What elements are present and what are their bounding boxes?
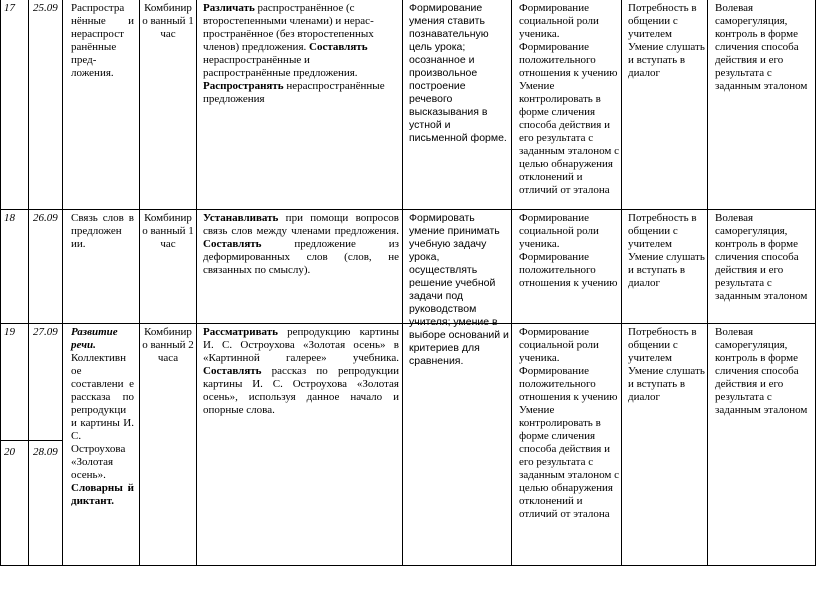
planned-result: Волевая саморегуляция, контроль в форме сличения способа действия и его результата с заданным эталоном bbox=[715, 326, 808, 416]
lesson-date: 28.09 bbox=[33, 446, 58, 458]
regulative-uud: Формирование умения ставить познавательную цель урока; осознанное и произвольное построение речевого высказывания в устной и письменной форме. bbox=[409, 2, 507, 144]
lesson-date: 27.09 bbox=[33, 326, 58, 338]
lesson-topic: Распростра нённые и нераспрост ранённые пред-ложения. bbox=[71, 2, 134, 79]
lesson-number: 18 bbox=[4, 212, 15, 224]
lesson-content: Устанавливать при помощи вопросов связь слов между членами предложения. Составлять предложение из деформированных слов (слов, не связанных по смыслу). bbox=[203, 212, 399, 276]
col-divider bbox=[139, 0, 140, 566]
row-divider bbox=[0, 209, 816, 210]
lesson-topic: Развитие речи. Коллективн ое составлени е рассказа по репродукци и картины И. С. Остроухова «Золотая осень». Словарны й диктант. bbox=[71, 326, 134, 507]
lesson-content: Различать распространённое (с второстепенными членами) и нерас-пространённое (без второстепенных членов) предложения. Составлять нераспространённые и распространённые предложения. Распространять нераспространённые предложения bbox=[203, 2, 385, 105]
communicative-uud: Потребность в общении с учителем Умение слушать и вступать в диалог bbox=[628, 326, 705, 403]
communicative-uud: Потребность в общении с учителем Умение слушать и вступать в диалог bbox=[628, 212, 705, 289]
lesson-date: 26.09 bbox=[33, 212, 58, 224]
lesson-content: Рассматривать репродукцию картины И. С. Остроухова «Золотая осень» в «Картинной галерее» учебника. Составлять рассказ по репродукции картины И. С. Остроухова «Золотая осень», используя данное начало и опорные слова. bbox=[203, 326, 399, 416]
col-divider bbox=[707, 0, 708, 566]
lesson-topic: Связь слов в предложен ии. bbox=[71, 212, 134, 250]
col-divider bbox=[62, 0, 63, 566]
lesson-date: 25.09 bbox=[33, 2, 58, 14]
col-divider bbox=[621, 0, 622, 566]
lesson-type: Комбинир о ванный 1 час bbox=[142, 212, 194, 250]
regulative-uud: Формировать умение принимать учебную задачу урока, осуществлять решение учебной задачи под руководством учителя; умение в выборе оснований и критериев для сравнения. bbox=[409, 212, 509, 367]
planned-result: Волевая саморегуляция, контроль в форме сличения способа действия и его результата с заданным эталоном bbox=[715, 212, 808, 302]
lesson-number: 17 bbox=[4, 2, 15, 14]
personal-uud: Формирование социальной роли ученика. Формирование положительного отношения к учению Умение контролировать в форме сличения способа действия и его результата с заданным эталоном с целью обнаружения отклонений и отличий от эталона bbox=[519, 326, 619, 520]
personal-uud: Формирование социальной роли ученика. Формирование положительного отношения к учению bbox=[519, 212, 618, 289]
col-divider bbox=[511, 0, 512, 566]
table-border-left bbox=[0, 0, 1, 566]
lesson-number: 20 bbox=[4, 446, 15, 458]
col-divider bbox=[196, 0, 197, 566]
col-divider bbox=[28, 0, 29, 566]
planned-result: Волевая саморегуляция, контроль в форме сличения способа действия и его результата с заданным эталоном bbox=[715, 2, 808, 92]
lesson-number: 19 bbox=[4, 326, 15, 338]
lesson-type: Комбинир о ванный 1 час bbox=[142, 2, 194, 40]
lesson-type: Комбинир о ванный 2 часа bbox=[142, 326, 194, 364]
communicative-uud: Потребность в общении с учителем Умение слушать и вступать в диалог bbox=[628, 2, 705, 79]
row-divider bbox=[0, 323, 816, 324]
personal-uud: Формирование социальной роли ученика. Формирование положительного отношения к учению Умение контролировать в форме сличения способа действия и его результата с заданным эталоном с целью обнаружения отклонений и отличий от эталона bbox=[519, 2, 619, 196]
row-divider-partial bbox=[0, 440, 62, 441]
col-divider bbox=[402, 0, 403, 566]
table-border-bottom bbox=[0, 565, 816, 566]
